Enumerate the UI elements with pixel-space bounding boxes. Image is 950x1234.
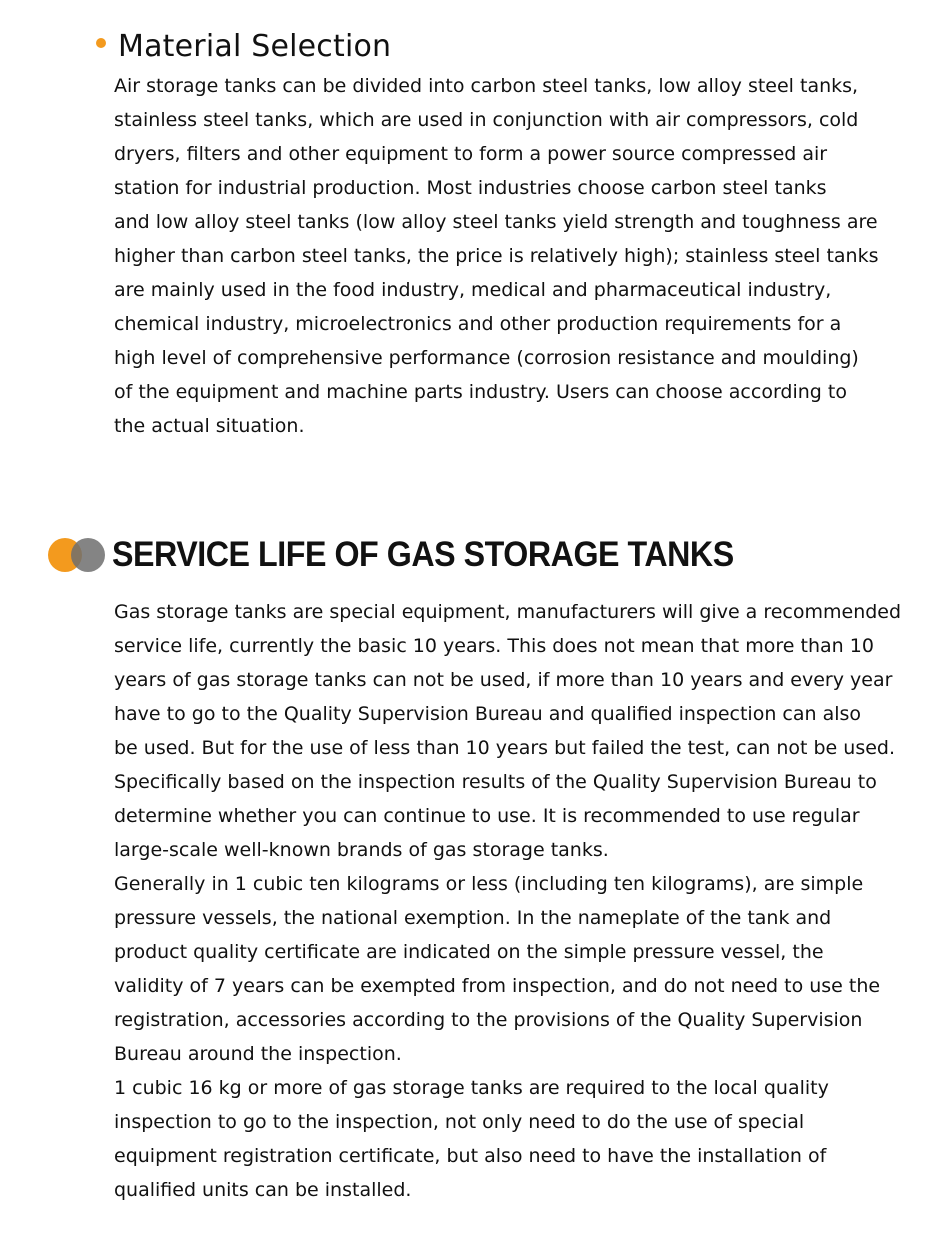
material-selection-paragraph: Air storage tanks can be divided into carbon steel tanks, low alloy steel tanks, stainless steel tanks, which are used in conjunction with air compressors, cold dryers, filters and other equipment to form a power source compressed air station for industrial production. Most industries choose carbon steel tanks and low alloy steel tanks (low alloy steel tanks yield strength and toughness are higher than carbon steel tanks, the price is relatively high); stainless steel tanks are mainly used in the food industry, medical and pharmaceutical industry, chemical industry, microelectronics and other production requirements for a high level of comprehensive performance (corrosion resistance and moulding) of the equipment and machine parts industry. Users can choose according to the actual situation. <box>114 75 879 437</box>
service-life-paragraph-3: 1 cubic 16 kg or more of gas storage tanks are required to the local quality inspection to go to the inspection, not only need to do the use of special equipment registration certificate, but also need to have the installation of qualified units can be installed. <box>114 1077 829 1201</box>
service-life-heading <box>48 532 788 578</box>
gray-circle-icon <box>71 538 105 572</box>
double-circle-icon <box>48 537 108 573</box>
service-life-paragraph-2: Generally in 1 cubic ten kilograms or less (including ten kilograms), are simple pressure vessels, the national exemption. In the nameplate of the tank and product quality certificate are indicated on the simple pressure vessel, the validity of 7 years can be exempted from inspection, and do not need to use the registration, accessories according to the provisions of the Quality Supervision Bureau around the inspection. <box>114 873 881 1065</box>
bullet-dot-icon <box>96 38 106 48</box>
material-selection-heading <box>96 24 391 68</box>
service-life-paragraph-1: Gas storage tanks are special equipment, manufacturers will give a recommended service life, currently the basic 10 years. This does not mean that more than 10 years of gas storage tanks can not be used, if more than 10 years and every year have to go to the Quality Supervision Bureau and qualified inspection can also be used. But for the use of less than 10 years but failed the test, can not be used. Specifically based on the inspection results of the Quality Supervision Bureau to determine whether you can continue to use. It is recommended to use regular large-scale well-known brands of gas storage tanks. <box>114 601 902 861</box>
service-life-title: SERVICE LIFE OF GAS STORAGE TANKS <box>112 535 734 574</box>
material-selection-title: Material Selection <box>118 28 392 64</box>
